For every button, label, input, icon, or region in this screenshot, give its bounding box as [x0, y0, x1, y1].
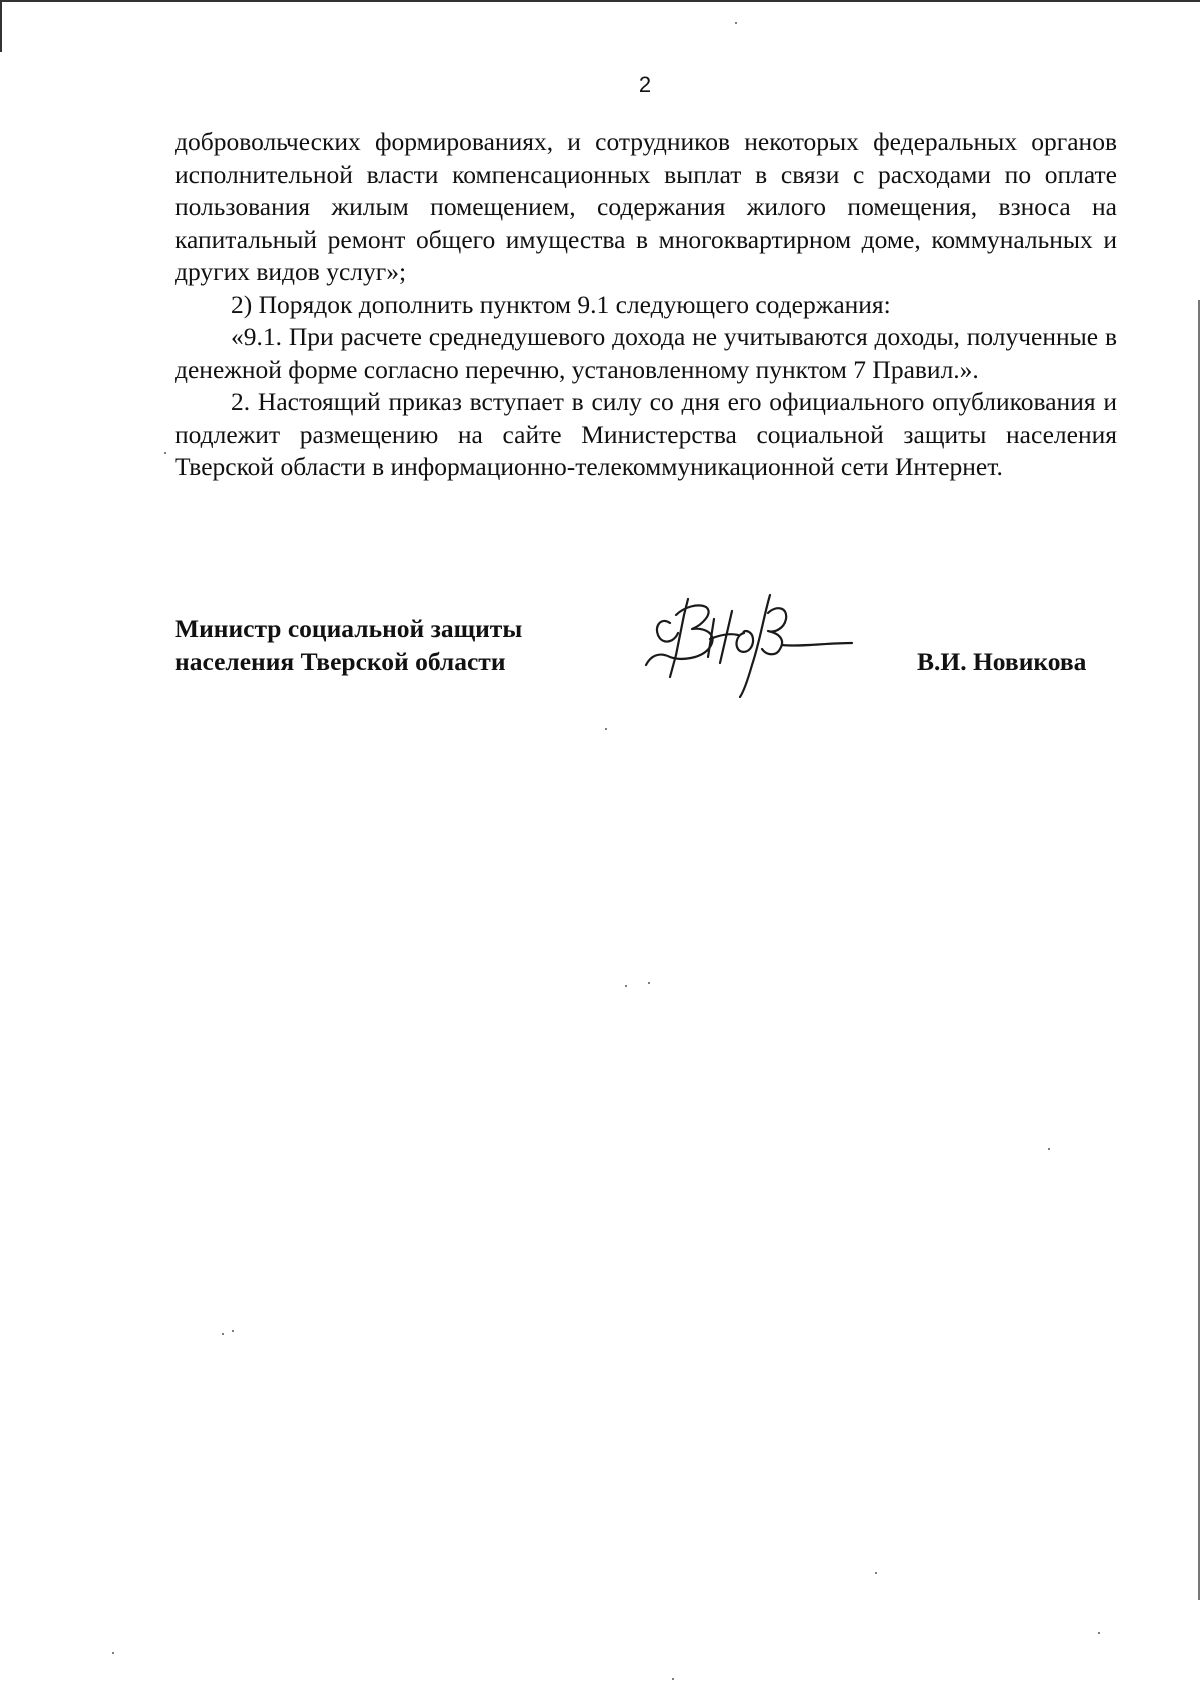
document-body [175, 126, 1117, 484]
scan-speck [222, 1333, 224, 1335]
scan-speck [164, 452, 166, 454]
scan-speck [112, 1652, 114, 1654]
paragraph-amendment-2: 2) Порядок дополнить пунктом 9.1 следующего содержания: [231, 289, 891, 319]
scan-speck [625, 985, 627, 987]
scan-edge [0, 0, 2, 52]
scan-edge [0, 0, 1200, 2]
signatory-title-line: Министр социальной защиты [175, 614, 523, 643]
scan-speck [232, 1330, 234, 1332]
handwritten-signature [640, 585, 855, 700]
scan-speck [648, 982, 650, 984]
scan-speck [735, 22, 737, 24]
scan-speck [672, 1678, 674, 1680]
paragraph-continuation: добровольческих формированиях, и сотрудников некоторых федеральных органов исполнительной власти компенсационных выплат в связи с расходами по оплате пользования жилым помещением, содержания жилого помещения, взноса на капитальный ремонт общего имущества в многоквартирном доме, коммунальных и других видов услуг»; [175, 127, 1117, 286]
scan-speck [1098, 1632, 1100, 1634]
page-number: 2 [638, 72, 652, 97]
paragraph-clause-9-1: «9.1. При расчете среднедушевого дохода не учитываются доходы, полученные в денежной форме согласно перечню, установленному пунктом 7 Правил.». [175, 322, 1117, 384]
signatory-name: В.И. Новикова [917, 647, 1087, 676]
scan-speck [1048, 1148, 1050, 1150]
scan-speck [875, 1572, 877, 1574]
signatory-title [175, 612, 595, 678]
signatory-title-line: населения Тверской области [175, 647, 506, 676]
paragraph-entry-into-force: 2. Настоящий приказ вступает в силу со дня его официального опубликования и подлежит размещению на сайте Министерства социальной защиты населения Тверской области в информационно-телекоммуникационной сети Интернет. [175, 387, 1117, 481]
scan-speck [605, 728, 607, 730]
